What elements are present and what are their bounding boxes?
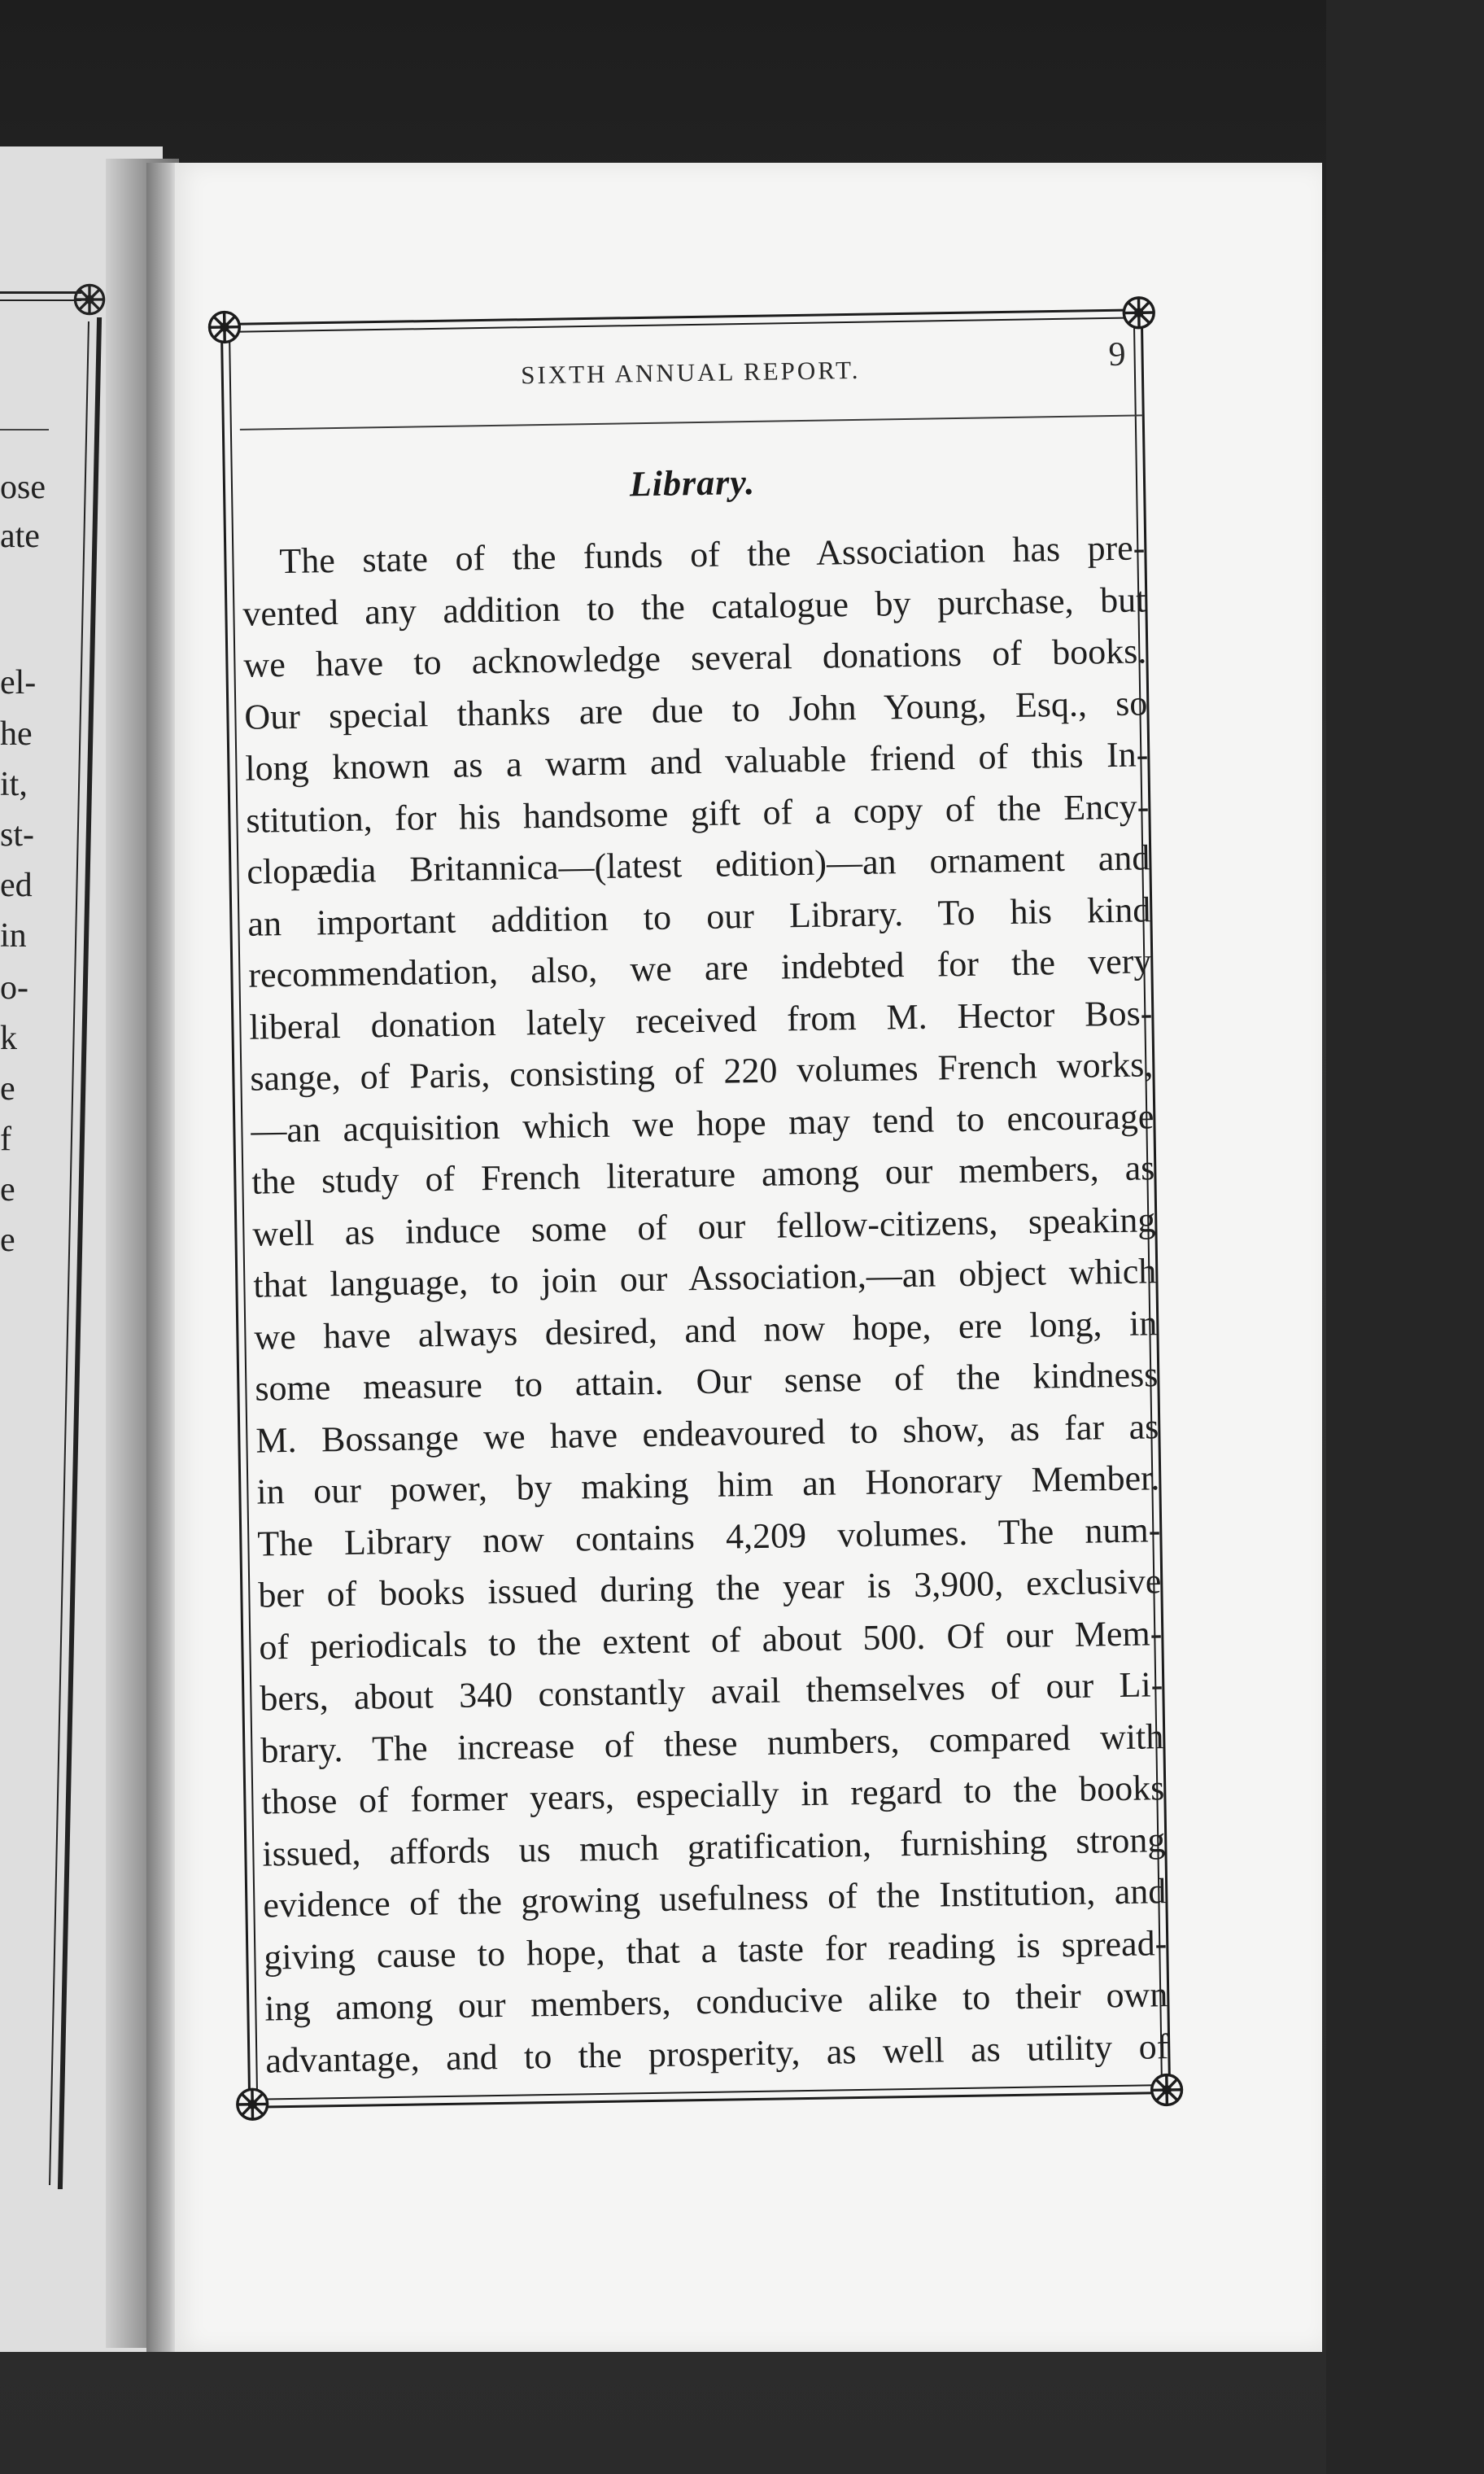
body-line: giving cause to hope, that a taste for reading is spread- bbox=[263, 1922, 1168, 1978]
scan-backdrop-right bbox=[1326, 0, 1484, 2474]
body-line: ber of books issued during the year is 3,900, exclusive bbox=[258, 1561, 1162, 1615]
body-line: evidence of the growing usefulness of the Institution, and bbox=[262, 1871, 1167, 1925]
body-line: M. Bossange we have endeavoured to show, as far as bbox=[255, 1405, 1159, 1461]
body-line: well as induce some of our fellow-citizens, speaking bbox=[252, 1199, 1156, 1254]
body-line: those of former years, especially in regard to the books bbox=[261, 1768, 1165, 1822]
body-line: that language, to join our Association,—an object which bbox=[253, 1251, 1157, 1305]
left-page-fragment: ed bbox=[0, 867, 33, 904]
body-line: stitution, for his handsome gift of a copy of the Ency- bbox=[246, 785, 1150, 841]
left-page-fragment: e bbox=[0, 1222, 15, 1259]
left-page-fragment: e bbox=[0, 1070, 15, 1108]
body-line: an important addition to our Library. To his kind bbox=[247, 889, 1151, 944]
left-page-fragment: f bbox=[0, 1121, 11, 1158]
left-page-fragment: he bbox=[0, 715, 33, 753]
left-page-fragment: el- bbox=[0, 664, 37, 702]
body-line: —an acquisition which we hope may tend to encourage bbox=[251, 1095, 1154, 1151]
body-line: The Library now contains 4,209 volumes. The num- bbox=[257, 1509, 1161, 1564]
body-line: bers, about 340 constantly avail themselves of our Li- bbox=[260, 1664, 1163, 1719]
page-content bbox=[238, 318, 1169, 2098]
body-line: we have always desired, and now hope, ere long, in bbox=[254, 1302, 1158, 1357]
body-text bbox=[242, 522, 1169, 2086]
body-line: vented any addition to the catalogue by purchase, but bbox=[242, 579, 1146, 634]
left-rosette-icon bbox=[72, 282, 107, 317]
body-line: liberal donation lately received from M. Hector Bos- bbox=[249, 992, 1153, 1047]
body-line: recommendation, also, we are indebted for the very bbox=[248, 941, 1152, 995]
body-line: issued, affords us much gratification, furnishing strong bbox=[261, 1819, 1166, 1874]
body-line: Our special thanks are due to John Young, Esq., so bbox=[244, 682, 1148, 737]
left-page-fragment: o- bbox=[0, 969, 28, 1007]
left-page-fragment: ose bbox=[0, 469, 46, 506]
body-line: some measure to attain. Our sense of the kindness bbox=[255, 1354, 1159, 1409]
left-page-fragment: st- bbox=[0, 816, 34, 854]
left-page-fragment: it, bbox=[0, 766, 28, 803]
body-line: The state of the funds of the Association has pre- bbox=[279, 527, 1146, 582]
body-line: advantage, and to the prosperity, as well as utility of bbox=[264, 2026, 1169, 2081]
body-line: ing among our members, conducive alike to their own bbox=[264, 1974, 1168, 2029]
body-line: in our power, by making him an Honorary Member. bbox=[256, 1458, 1160, 1512]
header-rule bbox=[240, 414, 1143, 430]
page-number: 9 bbox=[1108, 335, 1126, 374]
left-page-border-top-inner bbox=[0, 299, 81, 301]
left-page-fragment: in bbox=[0, 917, 27, 955]
left-page-fragment: k bbox=[0, 1020, 17, 1057]
left-page-fragment: e bbox=[0, 1171, 15, 1209]
body-line: clopædia Britannica—(latest edition)—an ornament and bbox=[247, 837, 1150, 892]
body-line: long known as a warm and valuable friend of this In- bbox=[245, 734, 1149, 789]
left-page-border-top bbox=[0, 291, 81, 294]
section-title: Library. bbox=[629, 461, 756, 505]
body-line: we have to acknowledge several donations of books. bbox=[243, 631, 1147, 685]
body-line: the study of French literature among our members, as bbox=[251, 1147, 1155, 1202]
left-page-head-rule bbox=[0, 429, 49, 431]
body-line: of periodicals to the extent of about 500. Of our Mem- bbox=[259, 1612, 1163, 1668]
body-line: sange, of Paris, consisting of 220 volumes French works, bbox=[250, 1044, 1154, 1099]
body-line: brary. The increase of these numbers, compared with bbox=[260, 1716, 1164, 1771]
running-head: SIXTH ANNUAL REPORT. bbox=[520, 355, 861, 390]
page-edge-shadow bbox=[146, 163, 179, 2352]
left-page-fragment: ate bbox=[0, 518, 40, 555]
